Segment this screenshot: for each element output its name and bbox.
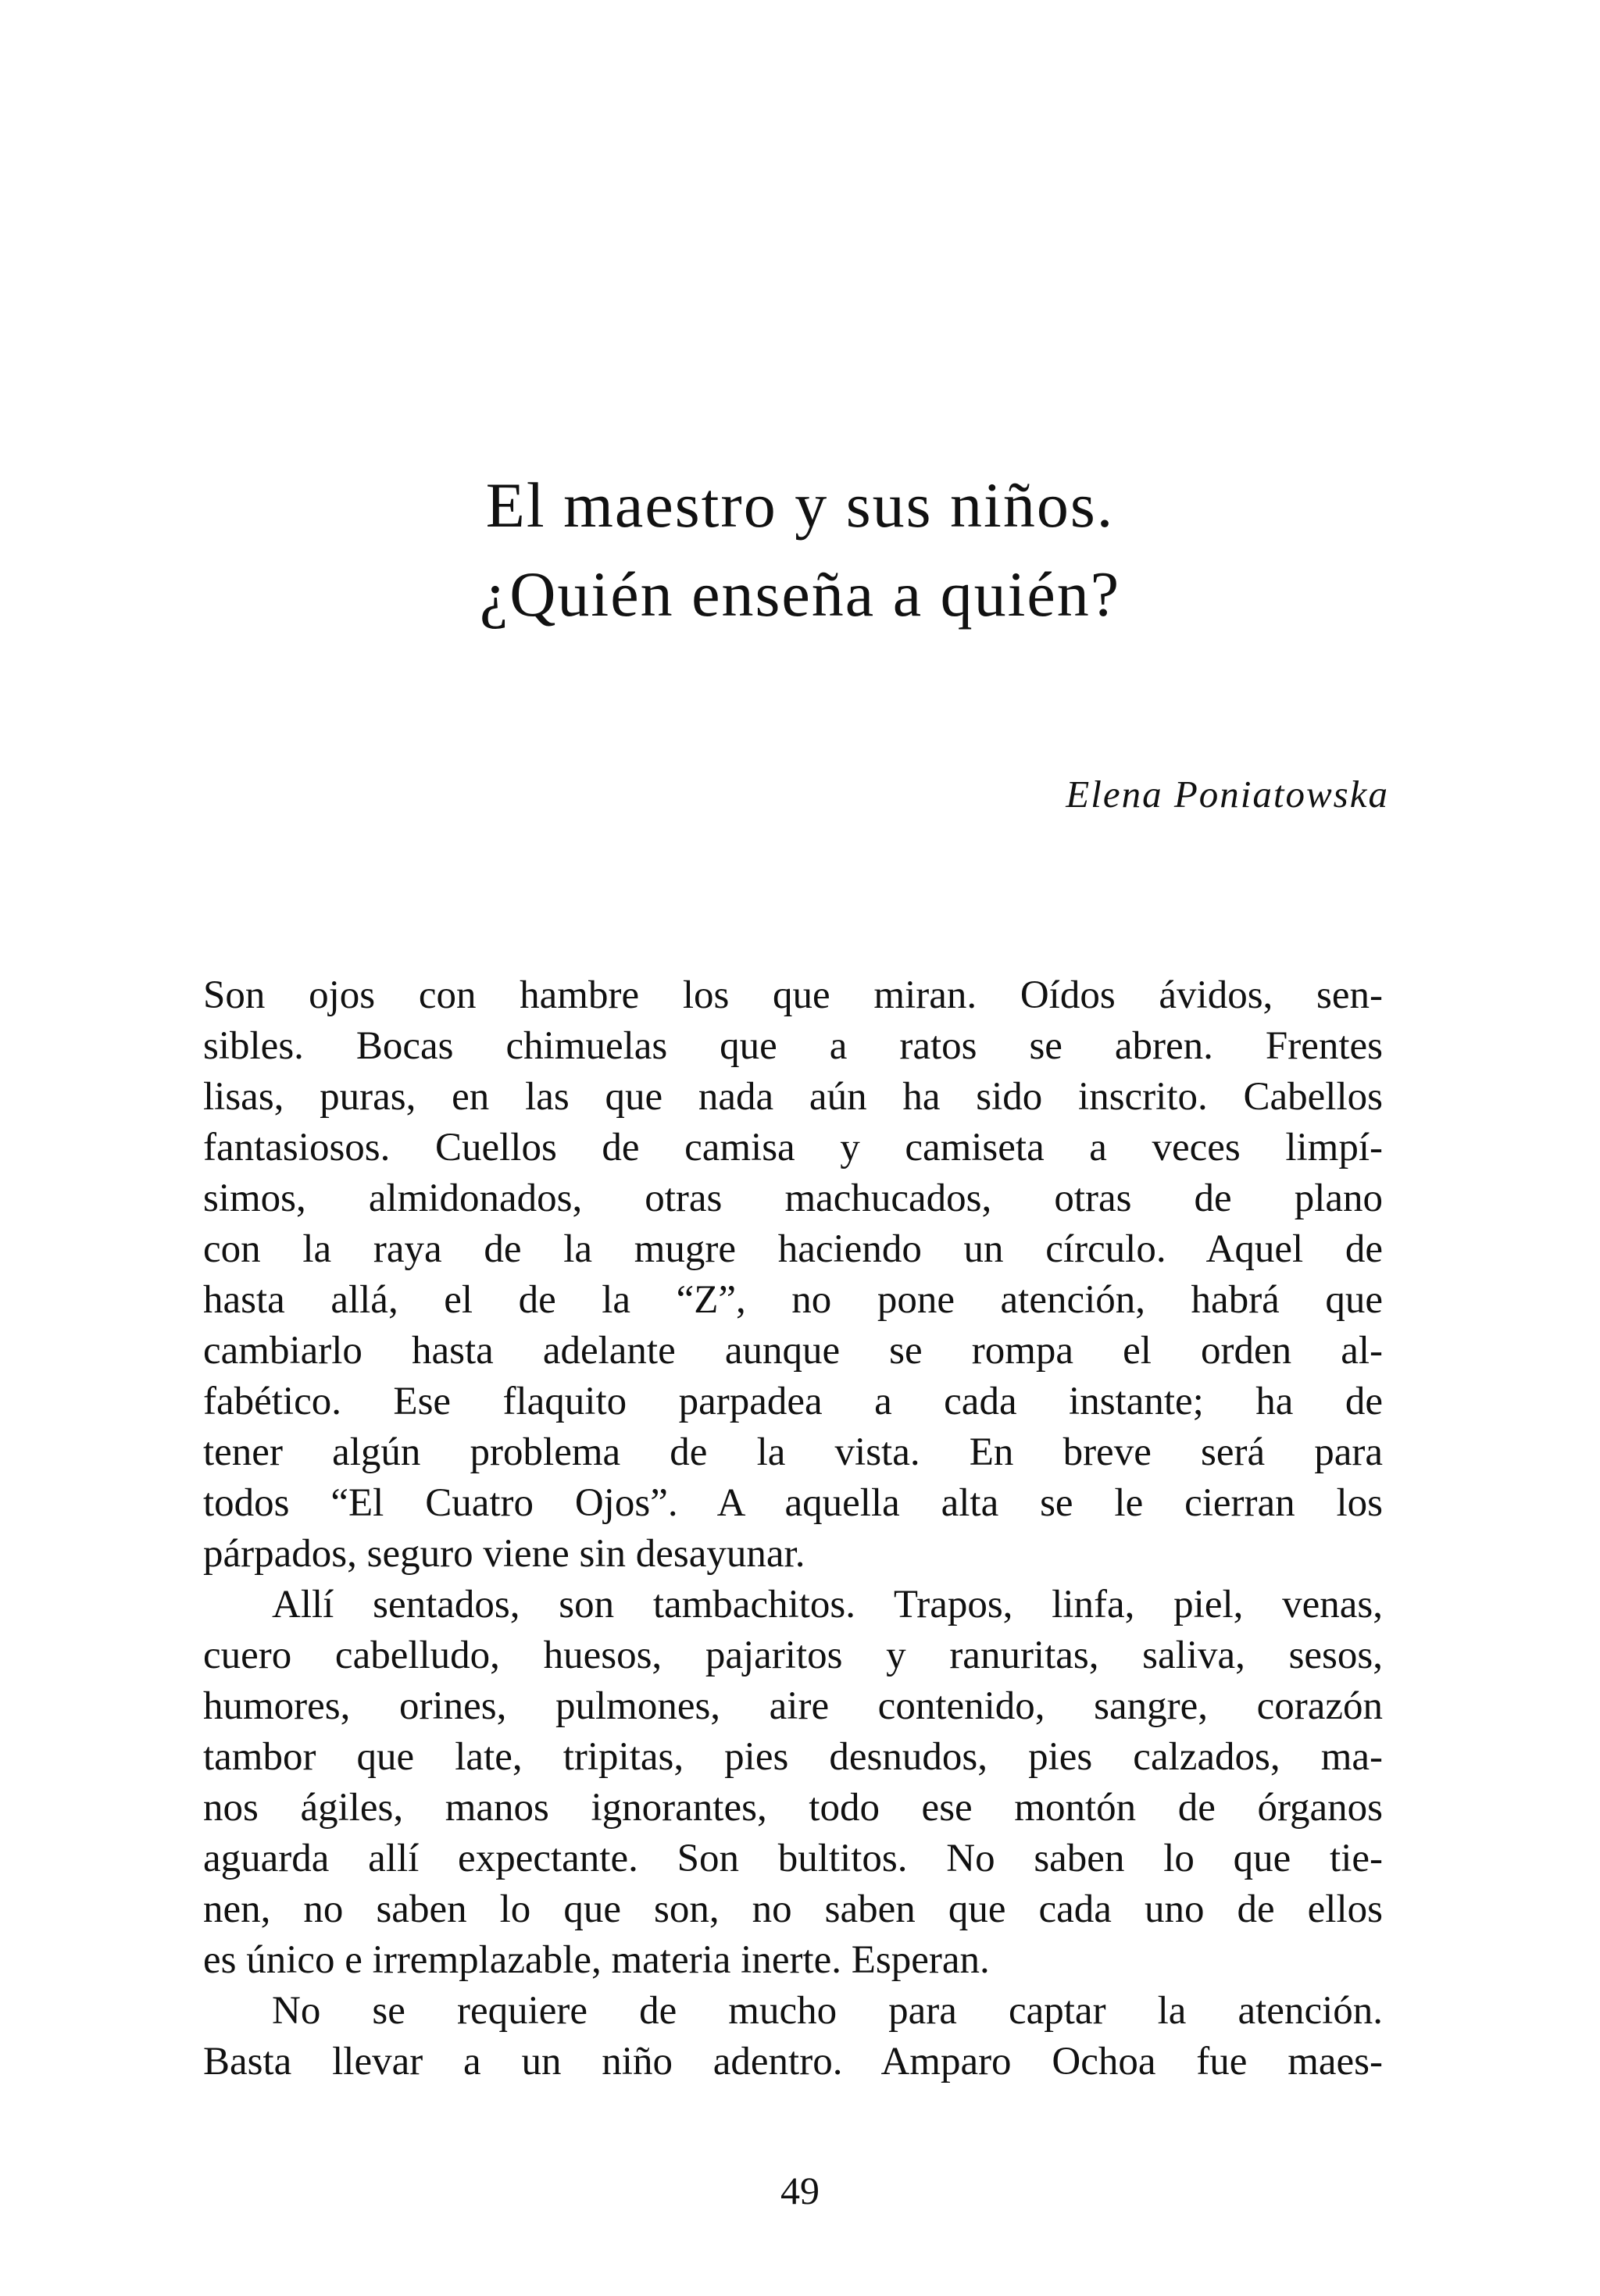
paragraph bbox=[203, 970, 1383, 1580]
text-line: humores, orines, pulmones, aire contenido, sangre, corazón bbox=[203, 1684, 1383, 1728]
text-line: Basta llevar a un niño adentro. Amparo Ochoa fue maes- bbox=[203, 2040, 1383, 2084]
text-line: aguarda allí expectante. Son bultitos. No saben lo que tie- bbox=[203, 1837, 1383, 1880]
text-line: tener algún problema de la vista. En breve será para bbox=[203, 1430, 1383, 1474]
text-line: fantasiosos. Cuellos de camisa y camiseta a veces limpí- bbox=[203, 1126, 1383, 1169]
text-line: con la raya de la mugre haciendo un círculo. Aquel de bbox=[203, 1227, 1383, 1271]
paragraph bbox=[203, 1986, 1383, 2087]
body-text bbox=[203, 970, 1383, 2087]
paragraph bbox=[203, 1580, 1383, 1986]
text-line: párpados, seguro viene sin desayunar. bbox=[203, 1532, 805, 1576]
chapter-title-line: ¿Quién enseña a quién? bbox=[479, 559, 1121, 630]
text-line: fabético. Ese flaquito parpadea a cada instante; ha de bbox=[203, 1380, 1383, 1423]
text-line: tambor que late, tripitas, pies desnudos, pies calzados, ma- bbox=[203, 1735, 1383, 1779]
text-line: cuero cabelludo, huesos, pajaritos y ranuritas, saliva, sesos, bbox=[203, 1634, 1383, 1677]
text-line: lisas, puras, en las que nada aún ha sido inscrito. Cabellos bbox=[203, 1075, 1383, 1119]
text-line: sibles. Bocas chimuelas que a ratos se abren. Frentes bbox=[203, 1024, 1383, 1068]
text-line: es único e irremplazable, materia inerte. Esperan. bbox=[203, 1938, 990, 1982]
text-line: hasta allá, el de la “Z”, no pone atención, habrá que bbox=[203, 1278, 1383, 1322]
text-line: simos, almidonados, otras machucados, otras de plano bbox=[203, 1177, 1383, 1220]
chapter-title-line: El maestro y sus niños. bbox=[485, 470, 1115, 541]
page-number: 49 bbox=[780, 2169, 820, 2212]
text-line: todos “El Cuatro Ojos”. A aquella alta se le cierran los bbox=[203, 1481, 1383, 1525]
chapter-title bbox=[0, 461, 1600, 639]
text-line: Allí sentados, son tambachitos. Trapos, linfa, piel, venas, bbox=[272, 1583, 1383, 1626]
text-line: nos ágiles, manos ignorantes, todo ese montón de órganos bbox=[203, 1786, 1383, 1830]
text-line: No se requiere de mucho para captar la atención. bbox=[272, 1989, 1383, 2033]
text-line: nen, no saben lo que son, no saben que cada uno de ellos bbox=[203, 1887, 1383, 1931]
author-name: Elena Poniatowska bbox=[1066, 773, 1389, 816]
text-line: cambiarlo hasta adelante aunque se rompa el orden al- bbox=[203, 1329, 1383, 1373]
text-line: Son ojos con hambre los que miran. Oídos ávidos, sen- bbox=[203, 973, 1383, 1017]
